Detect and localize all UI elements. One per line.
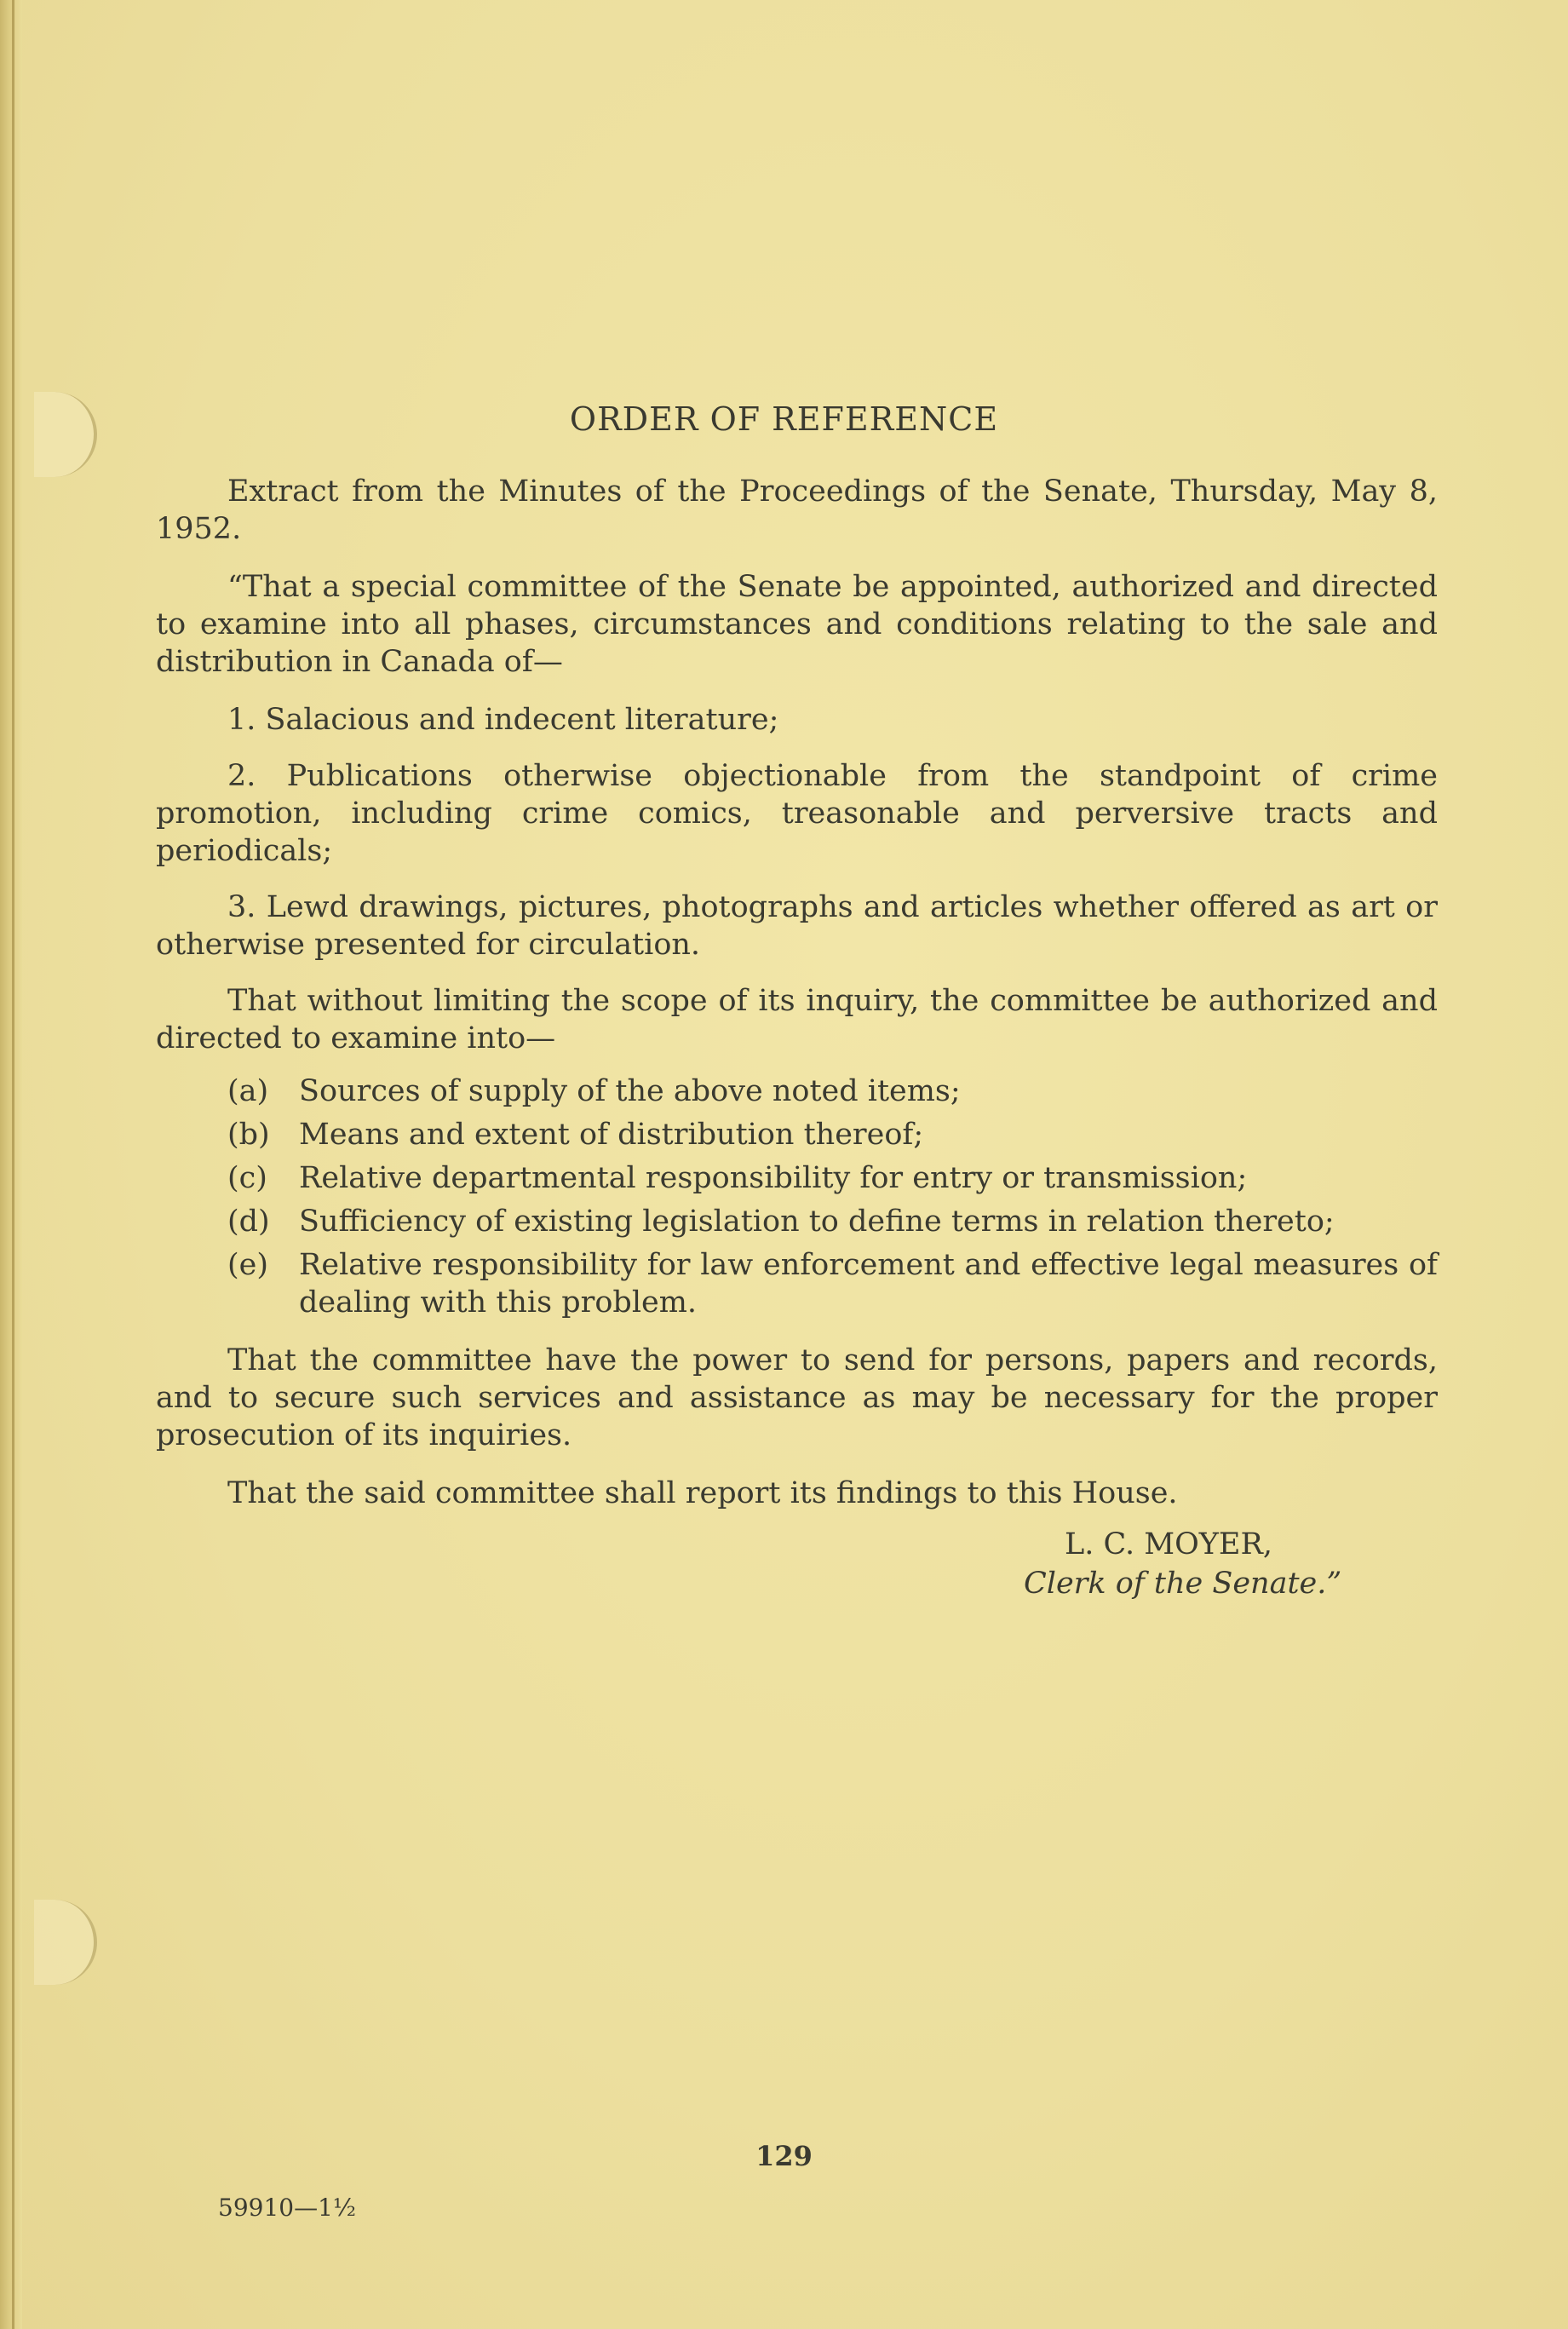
lettered-item-c [156,1159,1438,1197]
binding-edge [0,0,22,2329]
item-letter: (d) [227,1205,270,1239]
resolution-paragraph: “That a special committee of the Senate be appointed, authorized and directed to examine into all phases, circumstances and conditions relating to the sale and distribution in Canada of— [156,570,1438,679]
item-text: Relative responsibility for law enforcement and effective legal measures of dealing with this problem. [299,1248,1438,1320]
item-text: Means and extent of distribution thereof; [299,1118,924,1152]
intro-paragraph: Extract from the Minutes of the Proceedings of the Senate, Thursday, May 8, 1952. [156,474,1438,546]
item-letter: (e) [227,1248,269,1282]
numbered-item-3: 3. Lewd drawings, pictures, photographs and articles whether offered as art or otherwise presented for circulation. [156,890,1438,962]
print-code: 59910—1½ [218,2194,357,2222]
item-text: Sufficiency of existing legislation to define terms in relation thereto; [299,1205,1335,1239]
numbered-item-2: 2. Publications otherwise objectionable from the standpoint of crime promotion, including crime comics, treasonable and perversive tracts and periodicals; [156,759,1438,868]
signature-name: L. C. MOYER, [1065,1527,1272,1561]
lettered-item-b [156,1116,1438,1153]
punch-hole-bottom [34,1900,97,1985]
numbered-item-1: 1. Salacious and indecent literature; [227,703,779,737]
item-letter: (b) [227,1118,270,1152]
document-body [156,473,1438,1533]
powers-paragraph: That the committee have the power to send for persons, papers and records, and to secure such services and assistance as may be necessary for the proper prosecution of its inquiries. [156,1343,1438,1452]
scope-paragraph: That without limiting the scope of its inquiry, the committee be authorized and directed to examine into— [156,984,1438,1055]
report-paragraph: That the said committee shall report its findings to this House. [227,1476,1178,1510]
page-title: ORDER OF REFERENCE [569,400,999,438]
lettered-item-a [156,1072,1438,1110]
lettered-item-d [156,1203,1438,1240]
lettered-item-e [156,1246,1438,1321]
lettered-list [156,1072,1438,1321]
binding-line [12,0,14,2329]
signature-block [962,1525,1388,1603]
item-letter: (a) [227,1074,269,1108]
signature-title: Clerk of the Senate.” [1024,1567,1342,1601]
page-number: 129 [755,2140,813,2172]
item-text: Sources of supply of the above noted items; [299,1074,961,1108]
item-letter: (c) [227,1161,267,1195]
item-text: Relative departmental responsibility for entry or transmission; [299,1161,1248,1195]
